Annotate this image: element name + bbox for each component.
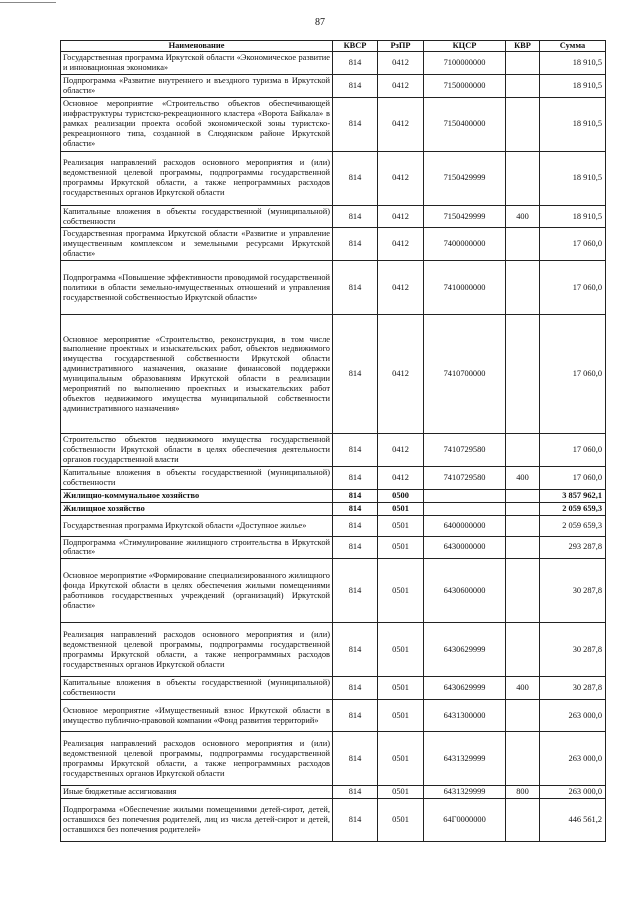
cell-name: Строительство объектов недвижимого имущества государственной собственности Иркутской области в целях обеспечения деятельности органов государственной власти bbox=[61, 434, 333, 467]
cell-name: Жилищно-коммунальное хозяйство bbox=[61, 489, 333, 502]
cell-rzpr: 0412 bbox=[378, 434, 424, 467]
cell-rzpr: 0501 bbox=[378, 786, 424, 799]
cell-kvsr: 814 bbox=[333, 515, 378, 536]
cell-sum: 17 060,0 bbox=[540, 261, 606, 315]
cell-kcsr bbox=[424, 489, 506, 502]
cell-name: Капитальные вложения в объекты государственной (муниципальной) собственности bbox=[61, 466, 333, 489]
cell-rzpr: 0501 bbox=[378, 623, 424, 677]
table-row bbox=[61, 799, 606, 842]
cell-kcsr: 7400000000 bbox=[424, 228, 506, 261]
cell-kvsr: 814 bbox=[333, 261, 378, 315]
cell-kvr bbox=[506, 536, 540, 559]
cell-kvr bbox=[506, 559, 540, 623]
cell-sum: 18 910,5 bbox=[540, 205, 606, 228]
table-row bbox=[61, 466, 606, 489]
cell-kvr bbox=[506, 489, 540, 502]
cell-name: Подпрограмма «Повышение эффективности проводимой государственной политики в области земельно-имущественных отношений и управления государственной собственностью Иркутской области» bbox=[61, 261, 333, 315]
cell-kcsr bbox=[424, 502, 506, 515]
cell-kcsr: 7410729580 bbox=[424, 434, 506, 467]
table-row bbox=[61, 261, 606, 315]
table-row bbox=[61, 315, 606, 434]
cell-kcsr: 6430600000 bbox=[424, 559, 506, 623]
cell-kcsr: 6400000000 bbox=[424, 515, 506, 536]
cell-rzpr: 0501 bbox=[378, 732, 424, 786]
cell-kcsr: 6431300000 bbox=[424, 700, 506, 732]
cell-kvsr: 814 bbox=[333, 536, 378, 559]
cell-rzpr: 0501 bbox=[378, 700, 424, 732]
cell-kvr bbox=[506, 228, 540, 261]
cell-kvsr: 814 bbox=[333, 732, 378, 786]
cell-sum: 17 060,0 bbox=[540, 466, 606, 489]
table-row bbox=[61, 536, 606, 559]
cell-name: Основное мероприятие «Строительство объектов обеспечивающей инфраструктуры туристско-рекреационного кластера «Ворота Байкала» в рамках реализации проекта особой экономической зоны туристско-рекреационного типа, созданной в Слюдянском районе Иркутской области» bbox=[61, 97, 333, 151]
table-row bbox=[61, 151, 606, 205]
table-row bbox=[61, 559, 606, 623]
cell-kcsr: 7150429999 bbox=[424, 151, 506, 205]
cell-kvr bbox=[506, 52, 540, 75]
cell-kcsr: 6430629999 bbox=[424, 623, 506, 677]
table-row bbox=[61, 623, 606, 677]
cell-sum: 17 060,0 bbox=[540, 228, 606, 261]
cell-kvsr: 814 bbox=[333, 489, 378, 502]
cell-kcsr: 64Г0000000 bbox=[424, 799, 506, 842]
cell-sum: 2 059 659,3 bbox=[540, 502, 606, 515]
cell-kvr bbox=[506, 261, 540, 315]
cell-rzpr: 0501 bbox=[378, 515, 424, 536]
cell-sum: 263 000,0 bbox=[540, 786, 606, 799]
cell-rzpr: 0412 bbox=[378, 315, 424, 434]
table-row bbox=[61, 677, 606, 700]
cell-name: Государственная программа Иркутской области «Экономическое развитие и инновационная экономика» bbox=[61, 52, 333, 75]
header-name: Наименование bbox=[61, 41, 333, 52]
table-body bbox=[61, 52, 606, 842]
cell-name: Основное мероприятие «Формирование специализированного жилищного фонда Иркутской области в целях обеспечения жилыми помещениями работников государственных учреждений (организаций) Иркутской области» bbox=[61, 559, 333, 623]
table-row bbox=[61, 732, 606, 786]
cell-kcsr: 6430000000 bbox=[424, 536, 506, 559]
cell-sum: 18 910,5 bbox=[540, 74, 606, 97]
cell-kvr bbox=[506, 700, 540, 732]
cell-kcsr: 6430629999 bbox=[424, 677, 506, 700]
cell-rzpr: 0500 bbox=[378, 489, 424, 502]
cell-kcsr: 7410729580 bbox=[424, 466, 506, 489]
cell-kvsr: 814 bbox=[333, 799, 378, 842]
cell-rzpr: 0412 bbox=[378, 205, 424, 228]
cell-rzpr: 0501 bbox=[378, 502, 424, 515]
cell-kvsr: 814 bbox=[333, 52, 378, 75]
cell-name: Иные бюджетные ассигнования bbox=[61, 786, 333, 799]
cell-kvsr: 814 bbox=[333, 466, 378, 489]
cell-kvr bbox=[506, 623, 540, 677]
cell-rzpr: 0501 bbox=[378, 677, 424, 700]
cell-name: Государственная программа Иркутской области «Развитие и управление имущественным комплексом и земельными ресурсами Иркутской области» bbox=[61, 228, 333, 261]
cell-sum: 30 287,8 bbox=[540, 623, 606, 677]
cell-kcsr: 6431329999 bbox=[424, 732, 506, 786]
cell-rzpr: 0501 bbox=[378, 536, 424, 559]
cell-name: Реализация направлений расходов основного мероприятия и (или) ведомственной целевой программы, подпрограммы государственной программы Иркутской области, а также непрограммных расходов государственных органов Иркутской области bbox=[61, 151, 333, 205]
cell-rzpr: 0501 bbox=[378, 799, 424, 842]
header-kcsr: КЦСР bbox=[424, 41, 506, 52]
cell-sum: 446 561,2 bbox=[540, 799, 606, 842]
cell-name: Капитальные вложения в объекты государственной (муниципальной) собственности bbox=[61, 677, 333, 700]
cell-kvr bbox=[506, 502, 540, 515]
cell-kvsr: 814 bbox=[333, 74, 378, 97]
header-sum: Сумма bbox=[540, 41, 606, 52]
cell-kcsr: 7150429999 bbox=[424, 205, 506, 228]
cell-kcsr: 7410000000 bbox=[424, 261, 506, 315]
cell-name: Подпрограмма «Развитие внутреннего и въездного туризма в Иркутской области» bbox=[61, 74, 333, 97]
cell-rzpr: 0412 bbox=[378, 52, 424, 75]
cell-sum: 18 910,5 bbox=[540, 97, 606, 151]
cell-kvr: 400 bbox=[506, 205, 540, 228]
table-row bbox=[61, 434, 606, 467]
cell-name: Жилищное хозяйство bbox=[61, 502, 333, 515]
table-row bbox=[61, 502, 606, 515]
cell-kvr: 800 bbox=[506, 786, 540, 799]
cell-sum: 263 000,0 bbox=[540, 732, 606, 786]
cell-sum: 18 910,5 bbox=[540, 52, 606, 75]
cell-rzpr: 0412 bbox=[378, 74, 424, 97]
cell-kvsr: 814 bbox=[333, 315, 378, 434]
cell-kcsr: 7100000000 bbox=[424, 52, 506, 75]
cell-sum: 3 857 962,1 bbox=[540, 489, 606, 502]
cell-rzpr: 0501 bbox=[378, 559, 424, 623]
cell-kvsr: 814 bbox=[333, 502, 378, 515]
cell-kvr bbox=[506, 799, 540, 842]
cell-kvr bbox=[506, 732, 540, 786]
table-header-row bbox=[61, 41, 606, 52]
cell-sum: 30 287,8 bbox=[540, 559, 606, 623]
cell-kvsr: 814 bbox=[333, 677, 378, 700]
table-row bbox=[61, 205, 606, 228]
table-row bbox=[61, 489, 606, 502]
cell-kvr bbox=[506, 97, 540, 151]
budget-table bbox=[60, 40, 606, 842]
cell-name: Капитальные вложения в объекты государственной (муниципальной) собственности bbox=[61, 205, 333, 228]
cell-kvr bbox=[506, 515, 540, 536]
cell-name: Основное мероприятие «Имущественный взнос Иркутской области в имущество публично-правовой компании «Фонд развития территорий» bbox=[61, 700, 333, 732]
cell-sum: 30 287,8 bbox=[540, 677, 606, 700]
corner-rule bbox=[0, 2, 56, 3]
cell-rzpr: 0412 bbox=[378, 261, 424, 315]
cell-kvsr: 814 bbox=[333, 786, 378, 799]
cell-kvsr: 814 bbox=[333, 434, 378, 467]
cell-rzpr: 0412 bbox=[378, 466, 424, 489]
table-row bbox=[61, 515, 606, 536]
cell-kvsr: 814 bbox=[333, 623, 378, 677]
cell-kvr bbox=[506, 434, 540, 467]
header-rzpr: РзПР bbox=[378, 41, 424, 52]
cell-name: Подпрограмма «Обеспечение жилыми помещениями детей-сирот, детей, оставшихся без попечения родителей, лиц из числа детей-сирот и детей, оставшихся без попечения родителей» bbox=[61, 799, 333, 842]
header-kvsr: КВСР bbox=[333, 41, 378, 52]
cell-kvsr: 814 bbox=[333, 700, 378, 732]
cell-kvr: 400 bbox=[506, 677, 540, 700]
cell-name: Подпрограмма «Стимулирование жилищного строительства в Иркутской области» bbox=[61, 536, 333, 559]
cell-sum: 2 059 659,3 bbox=[540, 515, 606, 536]
table-row bbox=[61, 97, 606, 151]
cell-rzpr: 0412 bbox=[378, 97, 424, 151]
cell-kvsr: 814 bbox=[333, 205, 378, 228]
header-kvr: КВР bbox=[506, 41, 540, 52]
table-row bbox=[61, 786, 606, 799]
cell-kvsr: 814 bbox=[333, 151, 378, 205]
cell-sum: 17 060,0 bbox=[540, 434, 606, 467]
table-row bbox=[61, 700, 606, 732]
cell-sum: 293 287,8 bbox=[540, 536, 606, 559]
cell-kvr: 400 bbox=[506, 466, 540, 489]
cell-sum: 17 060,0 bbox=[540, 315, 606, 434]
cell-rzpr: 0412 bbox=[378, 151, 424, 205]
cell-name: Основное мероприятие «Строительство, реконструкция, в том числе выполнение проектных и изыскательских работ, объектов недвижимого имущества государственной собственности Иркутской области административного назначения, оказание финансовой поддержки муниципальным образованиям Иркутской области в реализации мероприятий по выполнению проектных и изыскательских работ объектов недвижимого имущества муниципальной собственности административного назначения» bbox=[61, 315, 333, 434]
table-row bbox=[61, 228, 606, 261]
page-number: 87 bbox=[315, 17, 325, 28]
table-row bbox=[61, 74, 606, 97]
cell-kvsr: 814 bbox=[333, 559, 378, 623]
cell-kvr bbox=[506, 151, 540, 205]
cell-kvr bbox=[506, 74, 540, 97]
cell-kcsr: 7150000000 bbox=[424, 74, 506, 97]
table-row bbox=[61, 52, 606, 75]
cell-kvsr: 814 bbox=[333, 228, 378, 261]
cell-sum: 18 910,5 bbox=[540, 151, 606, 205]
cell-kvr bbox=[506, 315, 540, 434]
cell-name: Реализация направлений расходов основного мероприятия и (или) ведомственной целевой программы, подпрограммы государственной программы Иркутской области, а также непрограммных расходов государственных органов Иркутской области bbox=[61, 623, 333, 677]
cell-sum: 263 000,0 bbox=[540, 700, 606, 732]
cell-name: Реализация направлений расходов основного мероприятия и (или) ведомственной целевой программы, подпрограммы государственной программы Иркутской области, а также непрограммных расходов государственных органов Иркутской области bbox=[61, 732, 333, 786]
cell-kvsr: 814 bbox=[333, 97, 378, 151]
cell-kcsr: 7150400000 bbox=[424, 97, 506, 151]
cell-name: Государственная программа Иркутской области «Доступное жилье» bbox=[61, 515, 333, 536]
cell-rzpr: 0412 bbox=[378, 228, 424, 261]
cell-kcsr: 7410700000 bbox=[424, 315, 506, 434]
cell-kcsr: 6431329999 bbox=[424, 786, 506, 799]
